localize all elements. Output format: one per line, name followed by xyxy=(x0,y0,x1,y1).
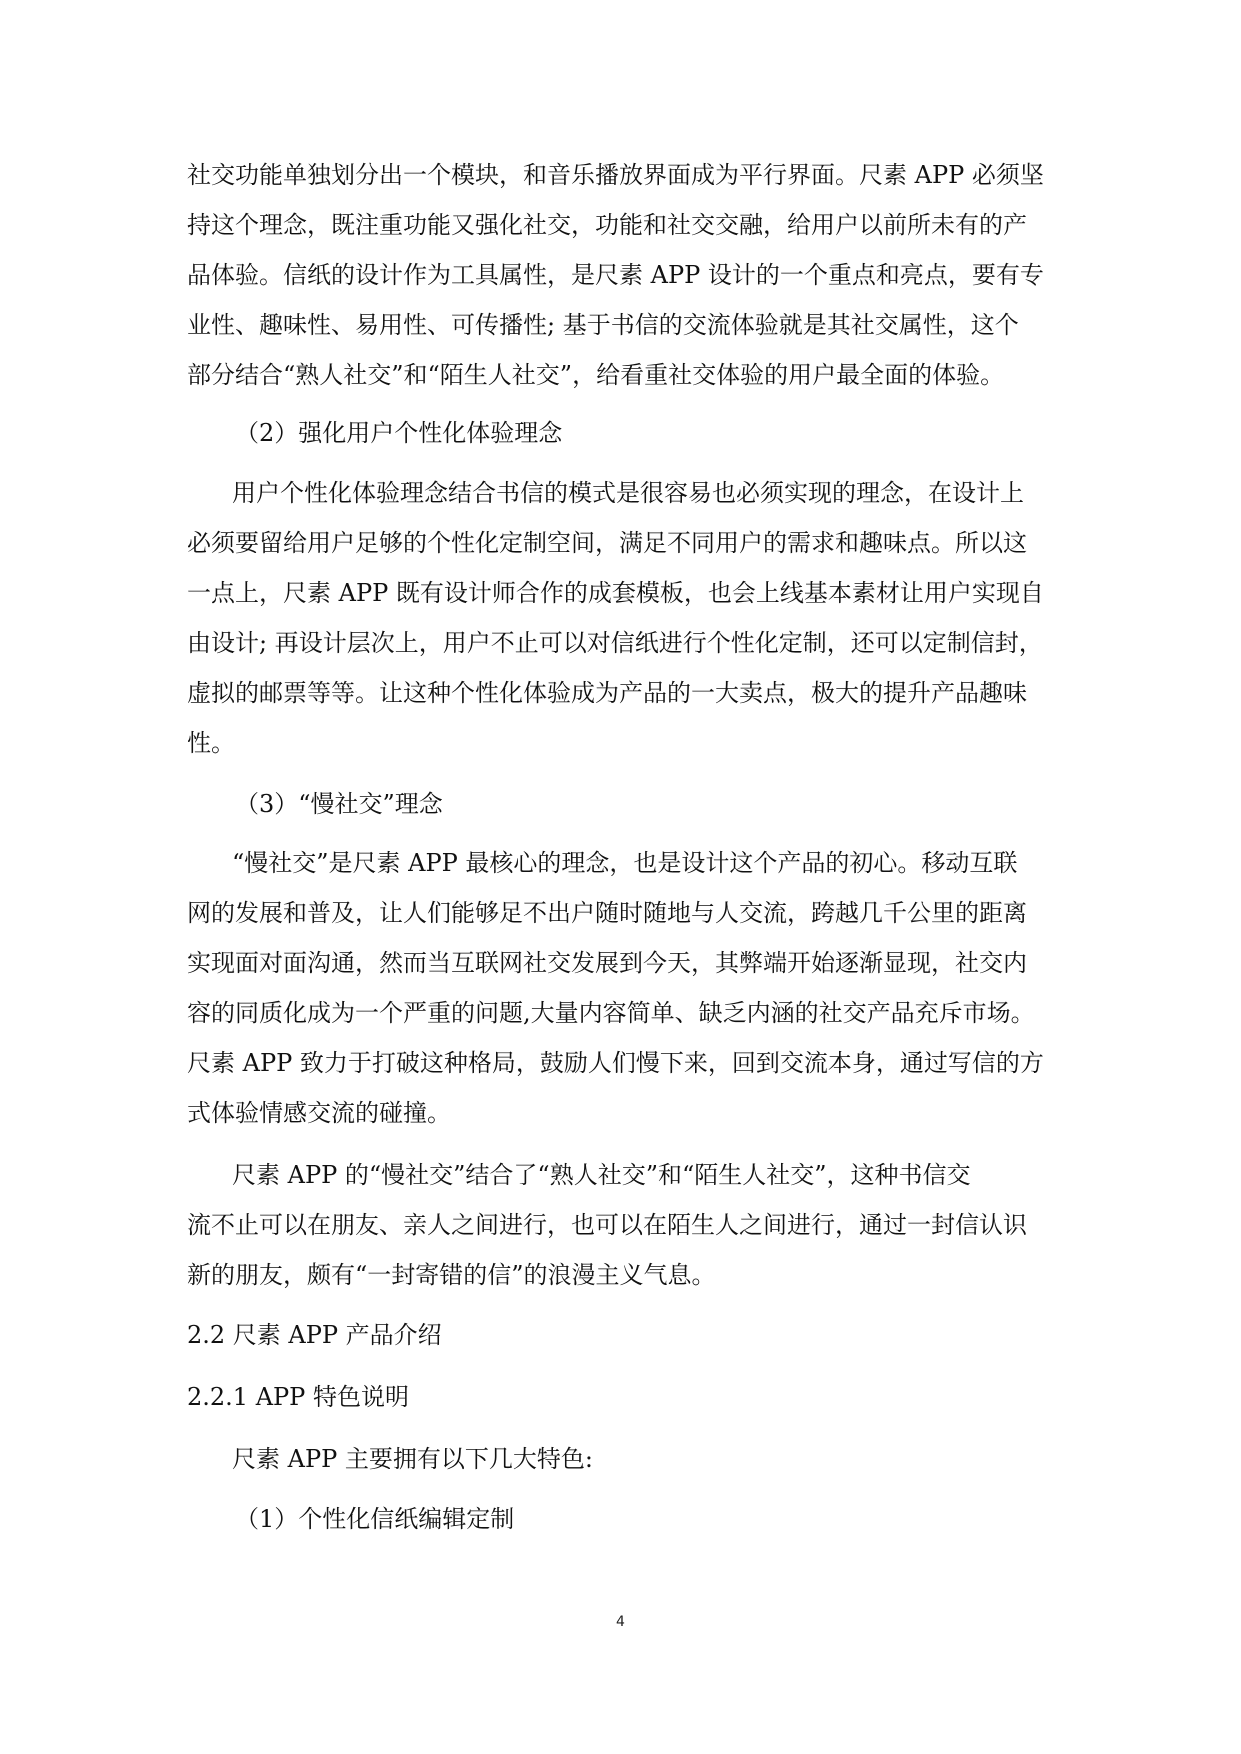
paragraph-2-line-2: 必须要留给用户足够的个性化定制空间，满足不同用户的需求和趣味点。所以这 xyxy=(187,529,1027,557)
paragraph-4-line-1: 尺素 APP 的“慢社交”结合了“熟人社交”和“陌生人社交”，这种书信交 xyxy=(232,1161,971,1189)
paragraph-3-line-4: 容的同质化成为一个严重的问题,大量内容简单、缺乏内涵的社交产品充斥市场。 xyxy=(187,999,1035,1027)
paragraph-2-line-1: 用户个性化体验理念结合书信的模式是很容易也必须实现的理念，在设计上 xyxy=(232,479,1024,507)
paragraph-4-line-2: 流不止可以在朋友、亲人之间进行，也可以在陌生人之间进行，通过一封信认识 xyxy=(187,1211,1027,1239)
section-heading-2-2: 2.2 尺素 APP 产品介绍 xyxy=(187,1321,442,1349)
paragraph-3-line-1: “慢社交”是尺素 APP 最核心的理念，也是设计这个产品的初心。移动互联 xyxy=(232,849,1018,877)
paragraph-3-line-6: 式体验情感交流的碰撞。 xyxy=(187,1099,451,1127)
paragraph-2-line-4: 由设计; 再设计层次上，用户不止可以对信纸进行个性化定制，还可以定制信封， xyxy=(187,629,1043,657)
section-heading-2-2-1: 2.2.1 APP 特色说明 xyxy=(187,1383,409,1411)
paragraph-2-line-5: 虚拟的邮票等等。让这种个性化体验成为产品的一大卖点，极大的提升产品趣味 xyxy=(187,679,1027,707)
paragraph-3-line-2: 网的发展和普及，让人们能够足不出户随时随地与人交流，跨越几千公里的距离 xyxy=(187,899,1027,927)
paragraph-1-line-3: 品体验。信纸的设计作为工具属性，是尺素 APP 设计的一个重点和亮点，要有专 xyxy=(187,261,1044,289)
paragraph-2-line-3: 一点上，尺素 APP 既有设计师合作的成套模板，也会上线基本素材让用户实现自 xyxy=(187,579,1044,607)
paragraph-4-line-3: 新的朋友，颇有“一封寄错的信”的浪漫主义气息。 xyxy=(187,1261,716,1289)
paragraph-3-line-3: 实现面对面沟通，然而当互联网社交发展到今天，其弊端开始逐渐显现，社交内 xyxy=(187,949,1027,977)
paragraph-2-line-6: 性。 xyxy=(187,729,235,757)
paragraph-1-line-4: 业性、趣味性、易用性、可传播性; 基于书信的交流体验就是其社交属性，这个 xyxy=(187,311,1019,339)
heading-feature-1: （1）个性化信纸编辑定制 xyxy=(235,1505,515,1533)
paragraph-1-line-5: 部分结合“熟人社交”和“陌生人社交”，给看重社交体验的用户最全面的体验。 xyxy=(187,361,1005,389)
paragraph-3-line-5: 尺素 APP 致力于打破这种格局，鼓励人们慢下来，回到交流本身，通过写信的方 xyxy=(187,1049,1044,1077)
page-number: 4 xyxy=(616,1614,625,1630)
paragraph-5: 尺素 APP 主要拥有以下几大特色: xyxy=(232,1445,593,1473)
heading-3: （3）“慢社交”理念 xyxy=(235,790,443,818)
paragraph-1-line-2: 持这个理念，既注重功能又强化社交，功能和社交交融，给用户以前所未有的产 xyxy=(187,211,1027,239)
paragraph-1-line-1: 社交功能单独划分出一个模块，和音乐播放界面成为平行界面。尺素 APP 必须坚 xyxy=(187,161,1044,189)
heading-2: （2）强化用户个性化体验理念 xyxy=(235,419,563,447)
